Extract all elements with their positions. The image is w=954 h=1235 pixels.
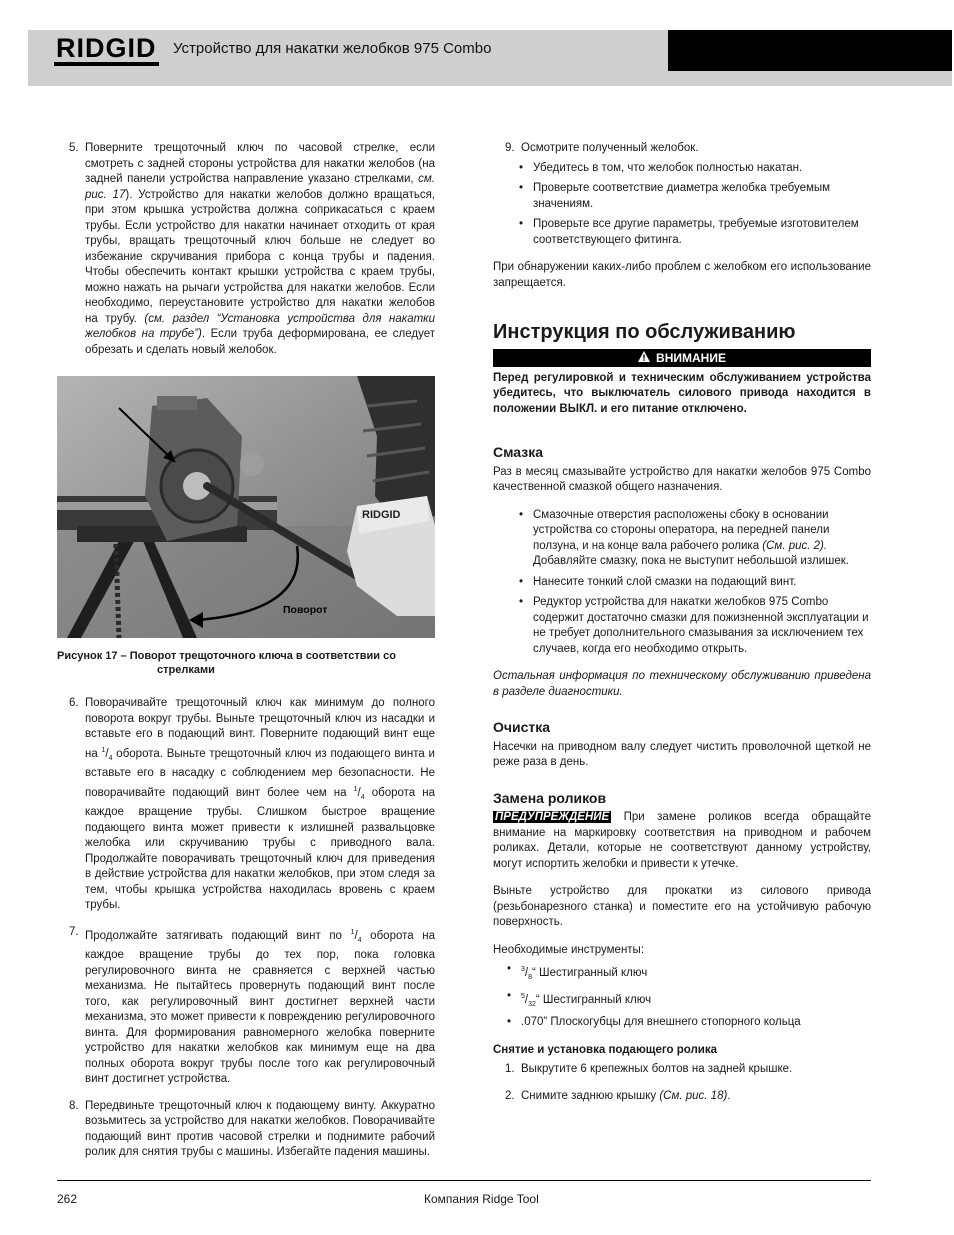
bullet-dot: • xyxy=(518,596,523,608)
bullet-dot: • xyxy=(518,218,523,230)
step-7: 7. Продолжайте затягивать подающий винт по $^1/_4$ оборота на каждое вращение трубы до тех пор, пока головка регулировочного винта не сравняется с верхней частью механизма. Не пытайтесь провернуть подающий винт после того, как регулировочный винт достигнет верхней части механизма, это может привести к повреждению регулировочного винта. Для формирования равномерного желобка поверните устройство для накатки желобков как минимум еще на два полных оборота вокруг трубы после того как регулировочный винт достигнет устройства. xyxy=(57,925,435,1088)
footer-company: Компания Ridge Tool xyxy=(424,1192,539,1206)
fraction-denominator: 4 xyxy=(357,936,362,944)
bullet-dot: • xyxy=(518,575,523,588)
tool-item: • $^5/_{32}“$ Шестигранный ключ xyxy=(493,989,871,1013)
bullet-item xyxy=(493,595,871,657)
problem-note: При обнаружении каких-либо проблем с желобком его использование запрещается. xyxy=(493,261,871,289)
step-5 xyxy=(57,141,435,358)
footer-rule xyxy=(57,1180,871,1181)
fraction-numerator: 1 xyxy=(101,746,106,754)
ratchet-photo-illustration xyxy=(57,376,435,638)
bullet-dot: • xyxy=(518,508,523,521)
step-6: 6. Поворачивайте трещоточный ключ как минимум до полного поворота вокруг трубы. Выньте трещоточный ключ из насадки и вставьте его в подающий винт. Поверните подающий винт еще на $^1/_4$ оборота. Выньте трещоточный ключ из подающего винта и вставьте его в насадку с соблюдением мер безопасности. Не поворачивайте подающий винт более чем на $^1/_4$ оборота на каждое вращение трубы. Слишком быстрое вращение подающего винта может привести к излишней развальцовке желобка или скручиванию трубы с приводного вала. Продолжайте поворачивать трещоточный ключ для приведения в действие устройства для накатки желобков, при этом следя за тем, чтобы крышка устройства находилась вровень с краем трубы. xyxy=(57,696,435,914)
bullet-text: Убедитесь в том, что желобок полностью накатан. xyxy=(533,161,803,174)
left-column-top xyxy=(57,141,435,369)
warning-label: ВНИМАНИЕ xyxy=(656,350,726,365)
tool-item xyxy=(493,1015,871,1031)
remove-instruction: Выньте устройство для прокатки из силового привода (резьбонарезного станка) и поместите его на устойчивую рабочую поверхность. xyxy=(493,885,871,928)
tool-text: “ Шестигранный ключ xyxy=(532,966,648,979)
bullet-dot: • xyxy=(518,182,523,194)
step-9 xyxy=(493,141,871,157)
figure-reference: см. рис. 17 xyxy=(85,173,435,201)
warning-tag: ПРЕДУПРЕЖДЕНИЕ xyxy=(495,811,610,823)
figure-17-photo xyxy=(57,376,435,638)
bullet-text: Редуктор устройства для накатки желобков 975 Combo содержит достаточно смазки для пожизненной эксплуатации и не требует дополнительного смазывания за исключением тех случаев, когда его необходимо открыть. xyxy=(533,596,869,655)
warning-text: Перед регулировкой и техническим обслуживанием устройства убедитесь, что выключатель силового привода находится в положении ВЫКЛ. и его питание отключено. xyxy=(493,371,871,415)
step-text: Поворачивайте трещоточный ключ как минимум до полного поворота вокруг трубы. Выньте трещоточный ключ из насадки и вставьте его в подающий винт. Поверните подающий винт еще на xyxy=(85,697,435,760)
step-text: ). Устройство для накатки желобов должно вращаться, при этом крышка устройства должна соприкасаться с краем трубы. Если устройство для накатки начинает отходить от края трубы, вращать трещоточный ключ больше не следует во избежание скручивания прибора с конца трубы и падения. Чтобы обеспечить контакт крышки устройства с краем трубы, можно нажать на рычаги устройства для накатки желобов. Если необходимо, переустановите устройство для накатки желобов на трубу. xyxy=(85,188,435,325)
step-text: оборота. Выньте трещоточный ключ из подающего винта и вставьте его в насадку с соблюдением мер безопасности. Не поворачивайте подающий винт более чем на xyxy=(85,747,435,799)
bullet-dot: • xyxy=(506,963,511,975)
figure-label-rotation: Поворот xyxy=(283,604,328,616)
feed-step-1 xyxy=(493,1062,871,1078)
step-text: Выкрутите 6 крепежных болтов на задней крышке. xyxy=(521,1063,793,1076)
left-column-bottom xyxy=(57,696,435,1172)
lubrication-note: Остальная информация по техническому обслуживанию приведена в разделе диагностики. xyxy=(493,670,871,698)
fraction-denominator: 8 xyxy=(528,974,533,982)
step-number: 6. xyxy=(69,697,79,709)
bullet-dot: • xyxy=(518,161,523,174)
caption-line-2: стрелками xyxy=(157,664,215,676)
warning-text: При замене роликов всегда обращайте внимание на маркировку соответствия на приводном и рабочем роликах. Детали, которые не соответствуют данному устройству, могут испортить желобки и привести к утечке. xyxy=(493,811,871,870)
bullet-item xyxy=(493,217,871,248)
page-number: 262 xyxy=(57,1192,78,1206)
step-number: 7. xyxy=(69,925,79,938)
bullet-text: Нанесите тонкий слой смазки на подающий винт. xyxy=(533,575,797,588)
tool-text: “ Шестигранный ключ xyxy=(535,993,652,1006)
step-number: 8. xyxy=(69,1099,79,1112)
step-text: Поверните трещоточный ключ по часовой стрелке, если смотреть с задней стороны устройства для накатки желобов (на задней панели устройства направление указано стрелками, xyxy=(85,142,435,185)
page-header xyxy=(28,30,952,86)
step-number: 2. xyxy=(505,1089,515,1102)
warning-bar xyxy=(493,349,871,367)
ridgid-logo: RIDGID xyxy=(54,34,159,66)
header-black-block xyxy=(668,30,952,71)
bullet-text: Проверьте соответствие диаметра желобка требуемым значениям. xyxy=(533,182,831,210)
fraction-denominator: 32 xyxy=(528,1000,536,1008)
fraction-numerator: 3 xyxy=(521,966,525,973)
step-number: 5. xyxy=(69,142,79,154)
feed-step-2 xyxy=(493,1089,871,1105)
step-text: . Если труба деформирована, ее следует обрезать и сделать новый желобок. xyxy=(85,328,435,356)
step-8 xyxy=(57,1099,435,1161)
fraction-numerator: 1 xyxy=(353,785,358,793)
bullet-dot: • xyxy=(506,1016,511,1029)
figure-17-caption xyxy=(57,649,435,677)
fraction-denominator: 4 xyxy=(360,793,365,801)
figure-reference: (См. рис. 2). xyxy=(762,539,828,552)
step-number: 9. xyxy=(505,142,515,154)
fraction-numerator: 1 xyxy=(350,928,355,936)
glove-logo-text: RIDGID xyxy=(362,509,401,521)
header-grey-band-lower xyxy=(28,71,952,86)
bullet-item xyxy=(493,575,871,591)
cleaning-text: Насечки на приводном валу следует чистить проволочной щеткой не реже раза в день. xyxy=(493,740,871,768)
figure-reference: (См. рис. 18) xyxy=(659,1089,728,1102)
bullet-item xyxy=(493,508,871,570)
lubrication-intro: Раз в месяц смазывайте устройство для накатки желобов 975 Combo качественной смазкой общего назначения. xyxy=(493,465,871,493)
step-text: Продолжайте затягивать подающий винт по xyxy=(85,929,351,942)
tool-item: • $^3/_8“$ Шестигранный ключ xyxy=(493,962,871,986)
section-reference: (см. раздел “Установка устройства для накатки желобков на трубе”) xyxy=(85,312,435,340)
header-title: Устройство для накатки желобков 975 Combo xyxy=(173,40,492,57)
bullet-item xyxy=(493,161,871,177)
step-text: оборота на каждое вращение трубы. Слишком быстрое вращение подающего винта может привести к излишней развальцовке желобка или скручиванию трубы с приводного вала. Продолжайте поворачивать трещоточный ключ для приведения в действие устройства для накатки желобков, при этом следя за тем, чтобы крышка устройства находилась вровень с краем трубы. xyxy=(85,786,436,912)
tools-title: Необходимые инструменты: xyxy=(493,943,645,956)
maintenance-title: Инструкция по обслуживанию xyxy=(493,321,796,343)
fraction-denominator: 4 xyxy=(108,754,113,762)
warning-triangle-icon xyxy=(638,349,650,367)
cleaning-title: Очистка xyxy=(493,719,551,735)
right-column xyxy=(493,141,871,1115)
bullet-text: Добавляйте смазку, пока не выступит небольшой излишек. xyxy=(533,555,849,567)
roller-replacement-title: Замена роликов xyxy=(493,789,607,806)
feed-roll-title: Снятие и установка подающего ролика xyxy=(493,1043,718,1056)
step-text: . xyxy=(727,1089,731,1102)
step-number: 1. xyxy=(505,1063,515,1076)
bullet-item xyxy=(493,181,871,212)
caption-line-1: Рисунок 17 – Поворот трещоточного ключа в соответствии со xyxy=(57,650,396,662)
step-text: Передвиньте трещоточный ключ к подающему винту. Аккуратно возьмитесь за устройство для накатки желобков. Поворачивайте подающий винт против часовой стрелки и поднимите рабочий ролик для снятия трубы с машины. Избегайте падения машины. xyxy=(85,1099,435,1159)
bullet-dot: • xyxy=(506,989,511,1002)
tool-text: .070” Плоскогубцы для внешнего стопорного кольца xyxy=(521,1016,801,1029)
bullet-text: Проверьте все другие параметры, требуемые изготовителем соответствующего фитинга. xyxy=(533,218,859,246)
step-text: Снимите заднюю крышку xyxy=(521,1089,660,1102)
roller-warning xyxy=(493,810,871,872)
step-text: оборота на каждое вращение трубы до тех пор, пока головка регулировочного винта не сравняется с верхней частью механизма. Не пытайтесь провернуть подающий винт после того, как регулировочный винт достигнет верхней части механизма, это может привести к повреждению регулировочного винта. Для формирования равномерного желобка поверните устройство для накатки желобков как минимум еще на два полных оборота вокруг трубы после того как регулировочный винт достигнет устройства. xyxy=(85,929,435,1086)
fraction-numerator: 5 xyxy=(521,992,525,1000)
lubrication-title: Смазка xyxy=(493,444,543,460)
step-text: Осмотрите полученный желобок. xyxy=(521,142,699,154)
bullet-text: Смазочные отверстия расположены сбоку в основании устройства со стороны оператора, на передней панели ползуна, и на конце вала рабочего ролика xyxy=(533,508,830,552)
